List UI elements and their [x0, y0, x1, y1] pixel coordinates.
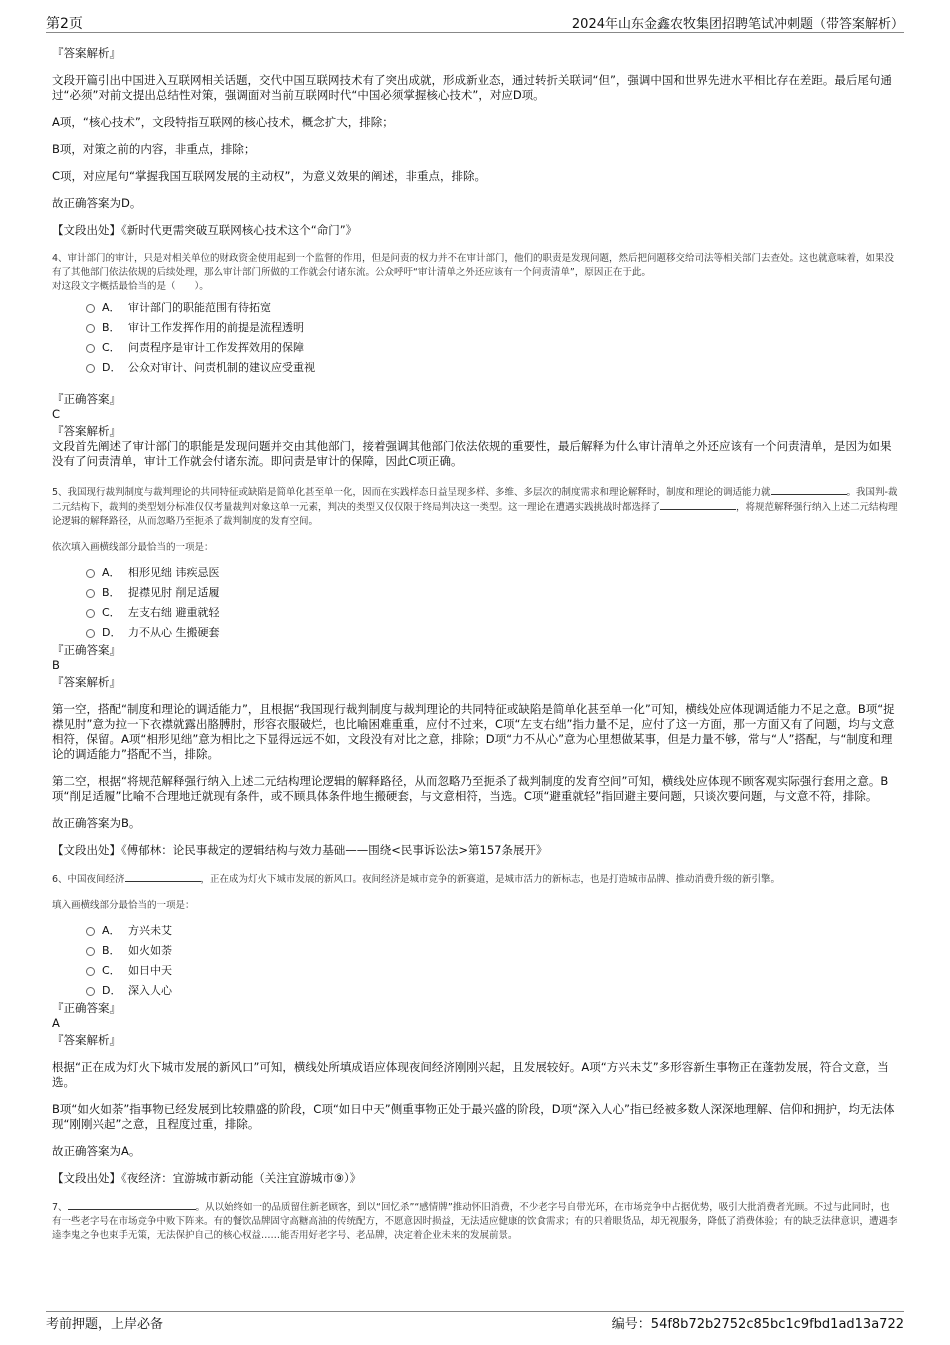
q5-source: 【文段出处】《傅郁林：论民事裁定的逻辑结构与效力基础——围绕<民事诉讼法>第157条展开》	[52, 843, 548, 857]
q4-stem: 4、审计部门的审计，只是对相关单位的财政资金使用起到一个监督的作用，但是问责的权力并不在审计部门，他们的职责是发现问题，然后把问题移交给司法等相关部门去查处。这也就意味着，如果没有了其他部门依法依规的后续处理，那么审计部门所做的工作就会付诸东流。公众呼吁“审计清单之外还应该有一个问责清单”，原因正在于此。	[52, 253, 895, 278]
q6-option-c[interactable]: C． 如日中天	[86, 961, 898, 981]
radio-icon[interactable]	[86, 344, 95, 353]
page-content	[52, 46, 898, 1243]
q5-options	[52, 563, 898, 643]
q5-answer-label: 『正确答案』	[52, 643, 121, 657]
q6-option-d[interactable]: D． 深入人心	[86, 981, 898, 1001]
q6-stem: 6、中国夜间经济 ，正在成为灯火下城市发展的新风口。夜间经济是城市竞争的新赛道，是城市活力的新标志，也是打造城市品牌、推动消费升级的新引擎。	[52, 874, 781, 885]
q3-analysis-option-a: A项，“核心技术”，文段特指互联网的核心技术，概念扩大，排除；	[52, 115, 394, 129]
radio-icon[interactable]	[86, 927, 95, 936]
radio-icon[interactable]	[86, 987, 95, 996]
q3-source: 【文段出处】《新时代更需突破互联网核心技术这个“命门”》	[52, 223, 358, 237]
radio-icon[interactable]	[86, 609, 95, 618]
page-number: 第2页	[46, 16, 83, 32]
footer-divider	[46, 1311, 904, 1312]
q5-option-a[interactable]: A． 相形见绌 讳疾忌医	[86, 563, 898, 583]
q6-source: 【文段出处】《夜经济：宜游城市新动能（关注宜游城市⑨）》	[52, 1171, 362, 1185]
q3-analysis-option-c: C项，对应尾句“掌握我国互联网发展的主动权”，为意义效果的阐述，非重点，排除。	[52, 169, 486, 183]
q6-analysis-label: 『答案解析』	[52, 1033, 121, 1047]
q5-question: 依次填入画横线部分最恰当的一项是：	[52, 542, 214, 553]
q3-conclusion: 故正确答案为D。	[52, 196, 142, 210]
q6-answer-label: 『正确答案』	[52, 1001, 121, 1015]
q6-option-a[interactable]: A． 方兴未艾	[86, 921, 898, 941]
q5-conclusion: 故正确答案为B。	[52, 816, 141, 830]
q5-stem: 5、我国现行裁判制度与裁判理论的共同特征或缺陷是简单化甚至单一化，因而在实践样态日益呈现多样、多维、多层次的制度需求和理论解释时，制度和理论的调适能力就 。我国判-裁二元结构下，裁判的类型划分标准仅仅考量裁判对象这单一元素，判决的类型又仅仅限于终局判决这一类型。这一理论在遭遇实践挑战时都选择了 ，将规范解释强行纳入上述二元结构理论逻辑的解释路径，从而忽略乃至扼杀了裁判制度的发育空间。	[52, 487, 898, 527]
q6-options	[52, 921, 898, 1001]
q5-option-c[interactable]: C． 左支右绌 避重就轻	[86, 603, 898, 623]
q4-option-c[interactable]: C． 问责程序是审计工作发挥效用的保障	[86, 338, 898, 358]
answer-blank	[125, 872, 201, 882]
q4-answer: C	[52, 407, 61, 421]
q4-option-b[interactable]: B． 审计工作发挥作用的前提是流程透明	[86, 318, 898, 338]
document-title: 2024年山东金鑫农牧集团招聘笔试冲刺题（带答案解析）	[571, 17, 904, 32]
radio-icon[interactable]	[86, 589, 95, 598]
q5-analysis-paragraph-2: 第二空，根据“将规范解释强行纳入上述二元结构理论逻辑的解释路径，从而忽略乃至扼杀了裁判制度的发育空间”可知，横线处应体现不顾客观实际强行套用之意。B项“削足适履”比喻不合理地迁就现有条件，或不顾具体条件地生搬硬套，与文意相符，当选。C项“避重就轻”指回避主要问题，只谈次要问题，与文意不符，排除。	[52, 774, 889, 803]
radio-icon[interactable]	[86, 324, 95, 333]
q4-question: 对这段文字概括最恰当的是（ ）。	[52, 281, 209, 292]
q5-option-d[interactable]: D． 力不从心 生搬硬套	[86, 623, 898, 643]
q6-conclusion: 故正确答案为A。	[52, 1144, 141, 1158]
q5-analysis-label: 『答案解析』	[52, 675, 121, 689]
header-divider	[46, 32, 904, 33]
q4-analysis: 文段首先阐述了审计部门的职能是发现问题并交由其他部门，接着强调其他部门依法依规的重要性，最后解释为什么审计清单之外还应该有一个问责清单，是因为如果没有了问责清单，审计工作就会付诸东流。即问责是审计的保障，因此C项正确。	[52, 439, 892, 468]
q3-analysis-option-b: B项，对策之前的内容，非重点，排除；	[52, 142, 256, 156]
document-id: 编号：54f8b72b2752c85bc1c9fbd1ad13a722	[611, 1317, 904, 1332]
radio-icon[interactable]	[86, 569, 95, 578]
radio-icon[interactable]	[86, 304, 95, 313]
q5-answer: B	[52, 658, 60, 672]
q5-analysis-paragraph-1: 第一空，搭配“制度和理论的调适能力”，且根据“我国现行裁判制度与裁判理论的共同特征或缺陷是简单化甚至单一化”可知，横线处应体现调适能力不足之意。B项“捉襟见肘”意为拉一下衣襟就露出胳膊肘，形容衣服破烂，也比喻困难重重，应付不过来，C项“左支右绌”指力量不足，应付了这一方面，那一方面又有了问题，均与文意相符，保留。A项“相形见绌”意为相比之下显得远远不如，文段没有对比之意，排除；D项“力不从心”意为心里想做某事，但是力量不够，常与“人”搭配，与“制度和理论的调适能力”搭配不当，排除。	[52, 702, 895, 761]
radio-icon[interactable]	[86, 967, 95, 976]
q4-answer-label: 『正确答案』	[52, 392, 121, 406]
q7-stem: 7、 。从以始终如一的品质留住新老顾客，到以“回忆杀”“感情牌”推动怀旧消费，不少老字号自带光环，在市场竞争中占据优势，吸引大批消费者光顾。不过与此同时，也有一些老字号在市场竞争中败下阵来。有的餐饮品牌固守高糖高油的传统配方，不愿意因时损益，无法适应健康的饮食需求；有的只着眼货品，却无视服务，降低了消费体验；有的缺乏法律意识，遭遇李逵李鬼之争也束手无策，无法保护自己的核心权益……能否用好老字号、老品牌，决定着企业未来的发展前景。	[52, 1202, 898, 1241]
answer-blank	[660, 500, 736, 510]
q4-option-d[interactable]: D． 公众对审计、问责机制的建议应受重视	[86, 358, 898, 378]
q4-analysis-label: 『答案解析』	[52, 424, 121, 438]
q4-options	[52, 298, 898, 378]
answer-blank	[771, 485, 847, 495]
q3-analysis-paragraph: 文段开篇引出中国进入互联网相关话题，交代中国互联网技术有了突出成就，形成新业态，通过转折关联词“但”，强调中国和世界先进水平相比存在差距。最后尾句通过“必须”对前文提出总结性对策，强调面对当前互联网时代“中国必须掌握核心技术”，对应D项。	[52, 73, 892, 102]
q6-option-b[interactable]: B． 如火如荼	[86, 941, 898, 961]
q6-answer: A	[52, 1016, 60, 1030]
q6-analysis-paragraph-2: B项“如火如荼”指事物已经发展到比较鼎盛的阶段，C项“如日中天”侧重事物正处于最兴盛的阶段，D项“深入人心”指已经被多数人深深地理解、信仰和拥护，均无法体现“刚刚兴起”之意，且程度过重，排除。	[52, 1102, 895, 1131]
radio-icon[interactable]	[86, 947, 95, 956]
q6-analysis-paragraph-1: 根据“正在成为灯火下城市发展的新风口”可知，横线处所填成语应体现夜间经济刚刚兴起，且发展较好。A项“方兴未艾”多形容新生事物正在蓬勃发展，符合文意，当选。	[52, 1060, 889, 1089]
q4-option-a[interactable]: A． 审计部门的职能范围有待拓宽	[86, 298, 898, 318]
page-header	[0, 0, 950, 34]
radio-icon[interactable]	[86, 629, 95, 638]
q5-option-b[interactable]: B． 捉襟见肘 削足适履	[86, 583, 898, 603]
answer-blank	[68, 1200, 196, 1210]
radio-icon[interactable]	[86, 364, 95, 373]
q3-analysis-label: 『答案解析』	[52, 46, 121, 60]
footer-slogan: 考前押题，上岸必备	[46, 1317, 164, 1332]
q6-question: 填入画横线部分最恰当的一项是：	[52, 900, 195, 911]
